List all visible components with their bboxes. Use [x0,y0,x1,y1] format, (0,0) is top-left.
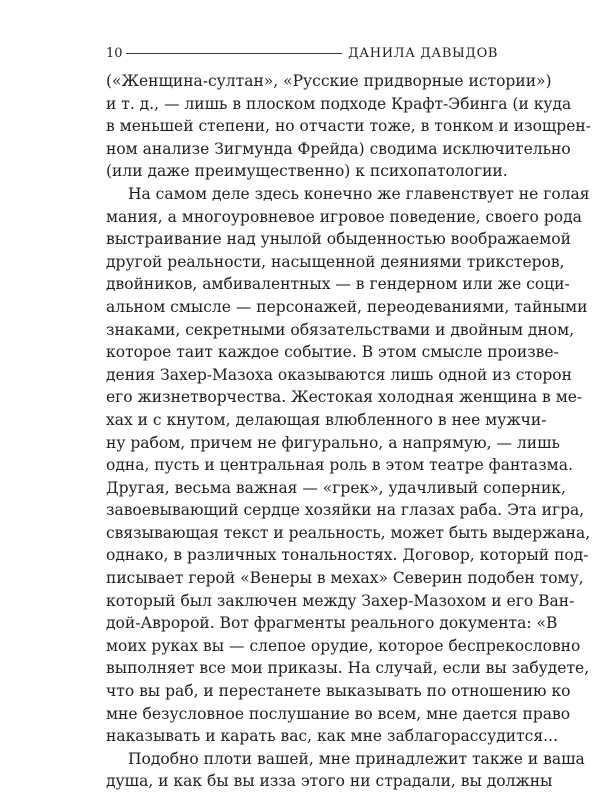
running-head-author: ДАНИЛА ДАВЫДОВ [348,46,498,61]
paragraph [106,183,591,748]
running-head [106,46,498,62]
text-line: завоевывающий сердце хозяйки на глазах раба. Эта игра, [106,501,585,520]
text-line: одна, пусть и центральная роль в этом театре фантазма. [106,456,573,475]
text-line: Подобно плоти вашей, мне принадлежит также и ваша [128,749,585,768]
text-line: На самом деле здесь конечно же главенствует не голая [128,184,590,203]
text-line: в меньшей степени, но отчасти тоже, в тонком и изощрен- [106,117,591,136]
text-line: (или даже преимущественно) к психопатологии. [106,162,508,181]
text-line: и т. д., — лишь в плоском подходе Крафт-Эбинга (и куда [106,94,572,113]
book-page [106,46,591,793]
text-line: его жизнетворчества. Жестокая холодная женщина в ме- [106,388,583,407]
header-rule [126,53,343,54]
text-line: моих руках вы — слепое орудие, которое беспрекословно [106,636,581,655]
text-line: наказывать и карать вас, как мне заблагорассудится... [106,727,558,746]
paragraph [106,748,585,793]
text-line: писывает герой «Венеры в мехах» Северин подобен тому, [106,569,584,588]
text-line: Другая, весьма важная — «грек», удачливый соперник, [106,478,566,497]
text-line: дения Захер-Мазоха оказываются лишь одной из сторон [106,365,572,384]
text-line: ном анализе Зигмунда Фрейда) сводима исключительно [106,139,571,158]
text-line: хах и с кнутом, делающая влюбленного в нее мужчи- [106,410,547,429]
text-line: выполняет все мои приказы. На случай, если вы забудете, [106,659,590,678]
text-line: выстраивание над унылой обыденностью воображаемой [106,230,571,249]
text-line: связывающая текст и реальность, может быть выдержана, [106,523,591,542]
text-line: альном смысле — персонажей, переодеваниями, тайными [106,297,588,316]
text-line: что вы раб, и перестанете выказывать по отношению ко [106,682,571,701]
text-line: знаками, секретными обязательствами и двойным дном, [106,320,575,339]
text-line: однако, в различных тональностях. Договор, который под- [106,546,589,565]
text-line: ну рабом, причем не фигурально, а напрямую, — лишь [106,433,560,452]
text-line: дой-Авророй. Вот фрагменты реального документа: «В [106,614,558,633]
text-line: которое таит каждое событие. В этом смысле произве- [106,343,559,362]
text-line: («Женщина-султан», «Русские придворные истории») [106,72,552,90]
text-line: двойников, амбивалентных — в гендерном или же соци- [106,275,570,294]
text-line: мне безусловное послушание во всем, мне дается право [106,704,571,723]
text-line: душа, и как бы вы изза этого ни страдали, вы должны [106,772,553,791]
text-line: который был заключен между Захер-Мазохом и его Ван- [106,591,575,610]
page-number: 10 [106,46,123,61]
text-line: мания, а многоуровневое игровое поведение, своего рода [106,207,582,226]
paragraph [106,70,591,183]
text-line: другой реальности, насыщенной деяниями трикстеров, [106,252,565,271]
body-text [106,70,591,793]
